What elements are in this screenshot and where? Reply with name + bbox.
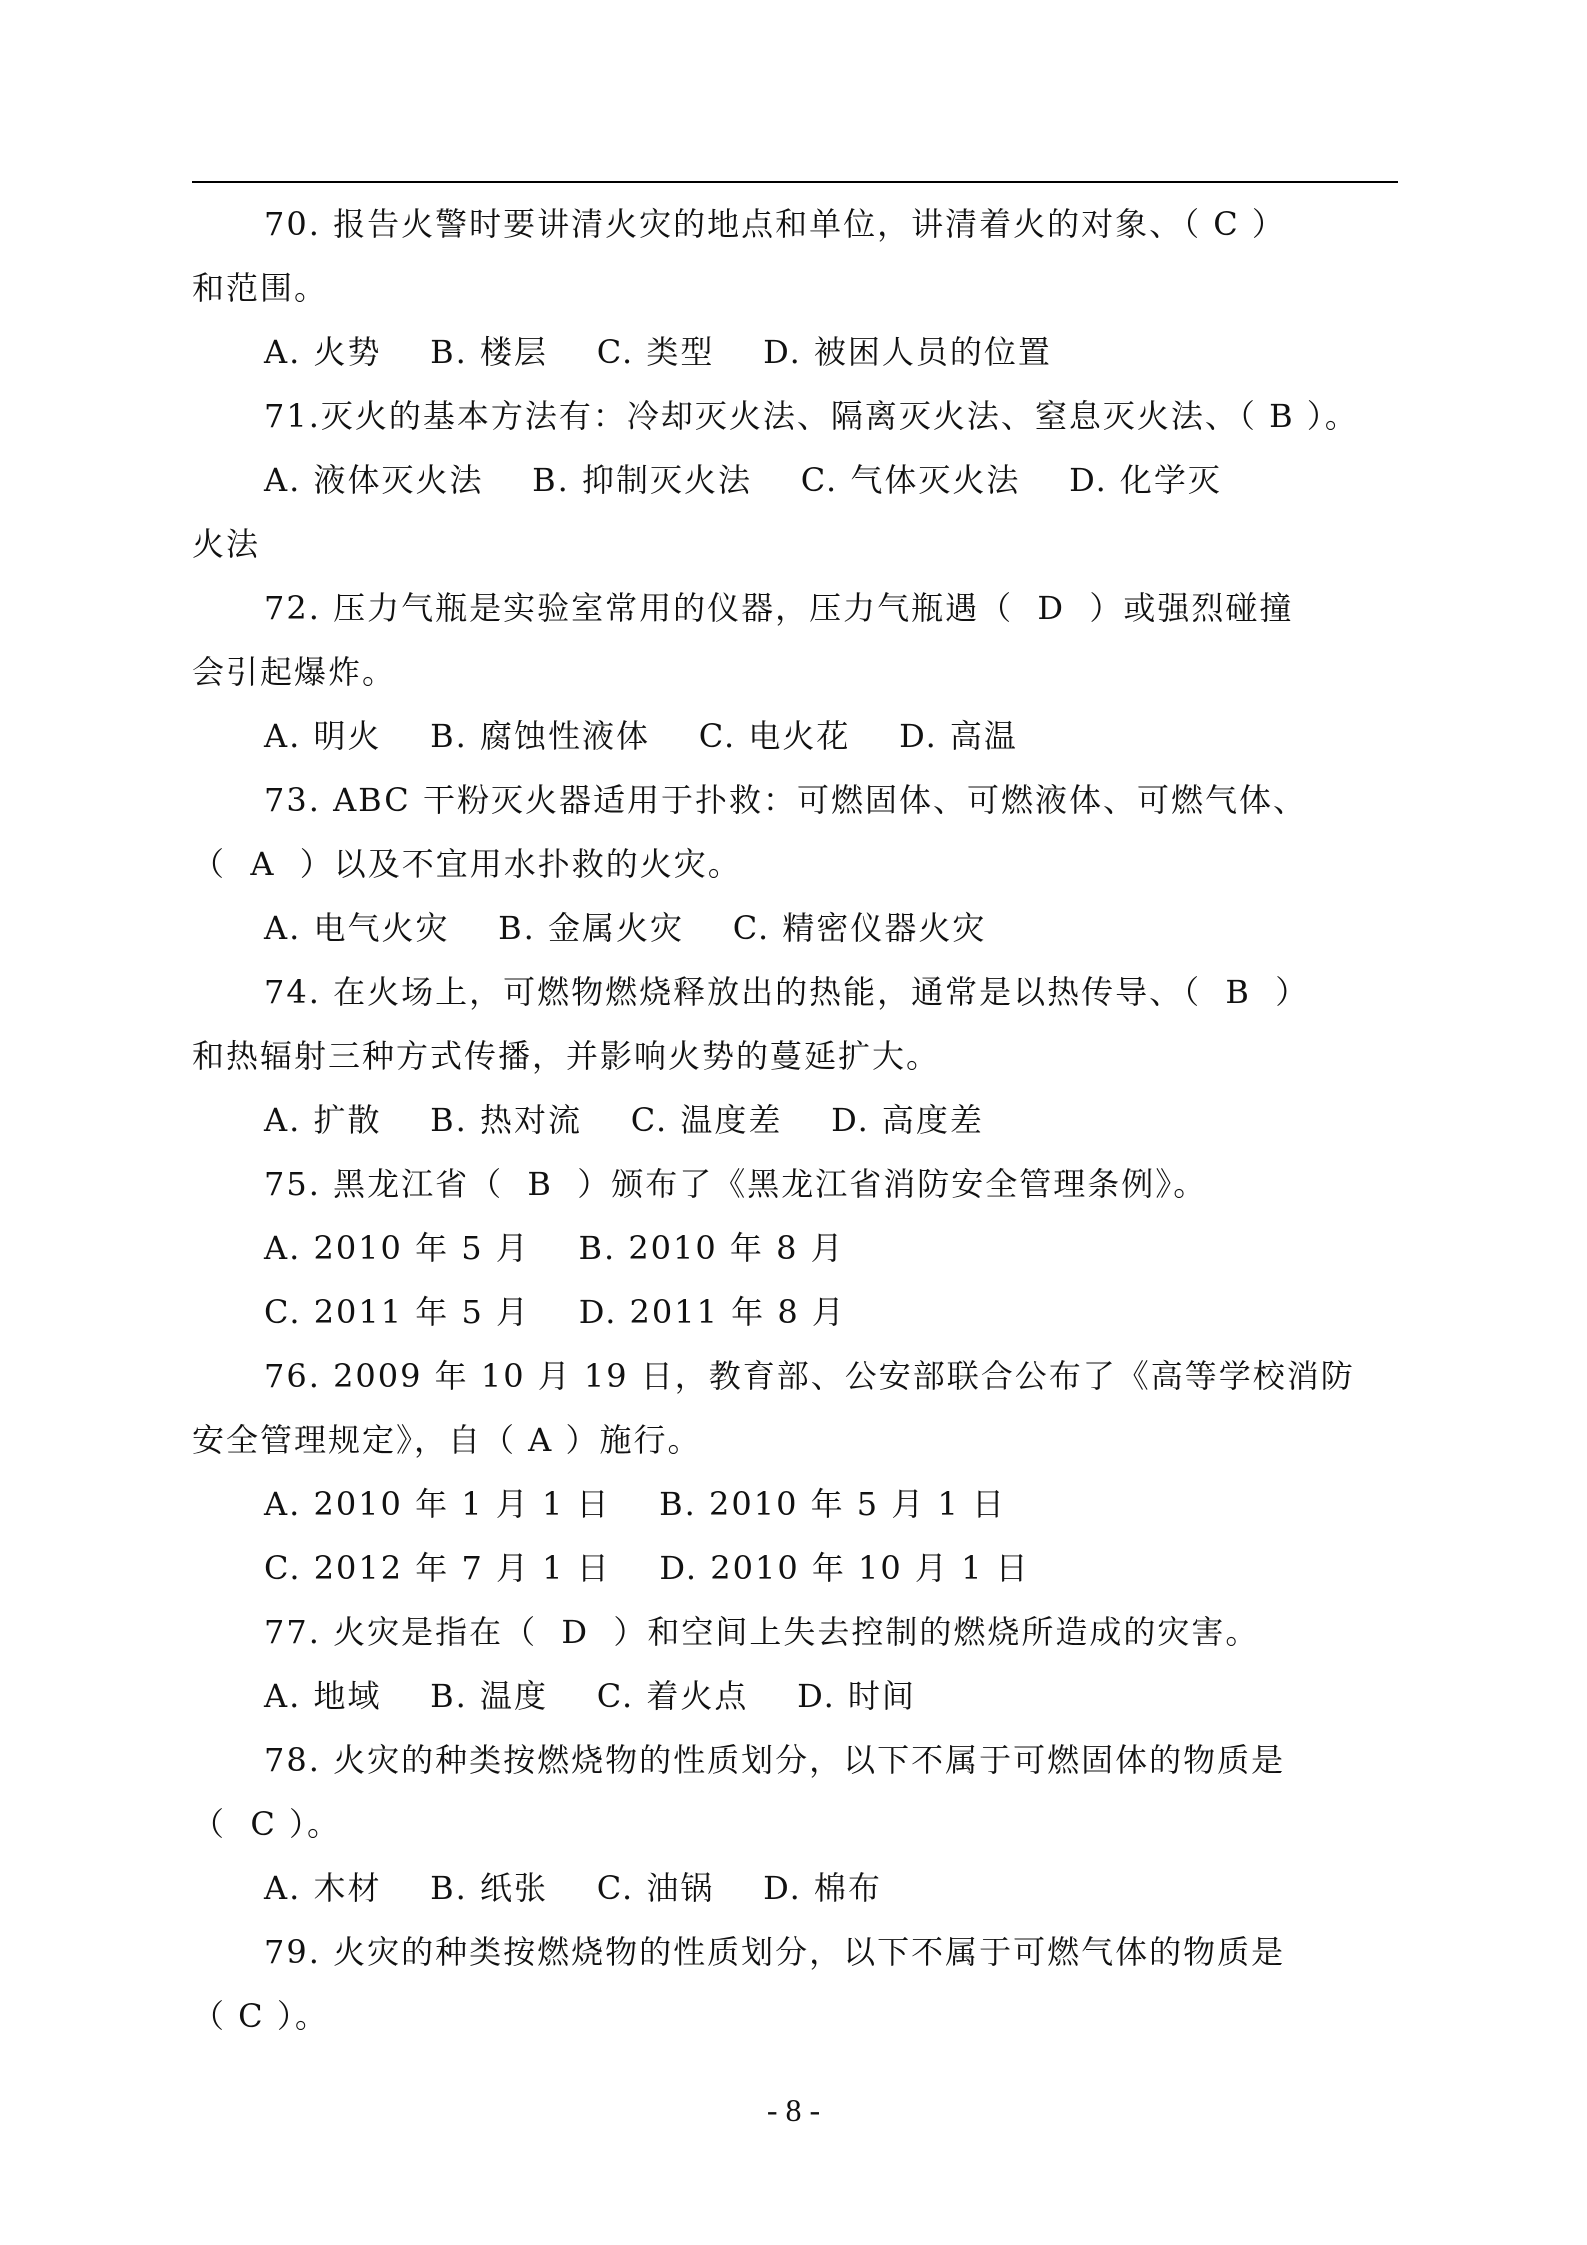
text-line: 75. 黑龙江省（ B ）颁布了《黑龙江省消防安全管理条例》。: [264, 1165, 1208, 1203]
text-line: 会引起爆炸。: [192, 653, 397, 691]
text-line: 77. 火灾是指在（ D ）和空间上失去控制的燃烧所造成的灾害。: [264, 1613, 1260, 1651]
text-line: 安全管理规定》，自（ A ）施行。: [192, 1421, 702, 1459]
text-line: 78. 火灾的种类按燃烧物的性质划分，以下不属于可燃固体的物质是: [264, 1741, 1286, 1779]
text-line: 76. 2009 年 10 月 19 日，教育部、公安部联合公布了《高等学校消防: [264, 1357, 1355, 1395]
text-line: 火法: [192, 525, 261, 563]
text-line: 70. 报告火警时要讲清火灾的地点和单位，讲清着火的对象、（ C ）: [264, 205, 1286, 243]
header-rule: [192, 181, 1398, 183]
text-line: 72. 压力气瓶是实验室常用的仪器，压力气瓶遇（ D ）或强烈碰撞: [264, 589, 1294, 627]
text-line: A. 扩散 B. 热对流 C. 温度差 D. 高度差: [264, 1101, 984, 1139]
text-line: 71.灭火的基本方法有：冷却灭火法、隔离灭火法、窒息灭火法、（ B ）。: [264, 397, 1359, 435]
text-line: A. 木材 B. 纸张 C. 油锅 D. 棉布: [264, 1869, 882, 1907]
text-line: 和范围。: [192, 269, 329, 307]
text-line: C. 2012 年 7 月 1 日 D. 2010 年 10 月 1 日: [264, 1549, 1030, 1587]
text-line: A. 2010 年 1 月 1 日 B. 2010 年 5 月 1 日: [264, 1485, 1007, 1523]
text-line: A. 地域 B. 温度 C. 着火点 D. 时间: [264, 1677, 916, 1715]
text-line: （ C ）。: [192, 1805, 342, 1843]
text-line: 74. 在火场上，可燃物燃烧释放出的热能，通常是以热传导、（ B ）: [264, 973, 1310, 1011]
text-line: A. 火势 B. 楼层 C. 类型 D. 被困人员的位置: [264, 333, 1052, 371]
document-body: [192, 192, 1398, 2048]
text-line: A. 明火 B. 腐蚀性液体 C. 电火花 D. 高温: [264, 717, 1018, 755]
text-line: 79. 火灾的种类按燃烧物的性质划分，以下不属于可燃气体的物质是: [264, 1933, 1286, 1971]
text-line: 和热辐射三种方式传播，并影响火势的蔓延扩大。: [192, 1037, 941, 1075]
text-line: （ C ）。: [192, 1997, 329, 2035]
text-line: 73. ABC 干粉灭火器适用于扑救：可燃固体、可燃液体、可燃气体、: [264, 781, 1307, 819]
text-line: A. 电气火灾 B. 金属火灾 C. 精密仪器火灾: [264, 909, 987, 947]
text-line: （ A ）以及不宜用水扑救的火灾。: [192, 845, 742, 883]
text-line: C. 2011 年 5 月 D. 2011 年 8 月: [264, 1293, 846, 1331]
text-line: A. 2010 年 5 月 B. 2010 年 8 月: [264, 1229, 845, 1267]
text-line: A. 液体灭火法 B. 抑制灭火法 C. 气体灭火法 D. 化学灭: [264, 461, 1222, 499]
page-number: - 8 -: [766, 2092, 821, 2128]
